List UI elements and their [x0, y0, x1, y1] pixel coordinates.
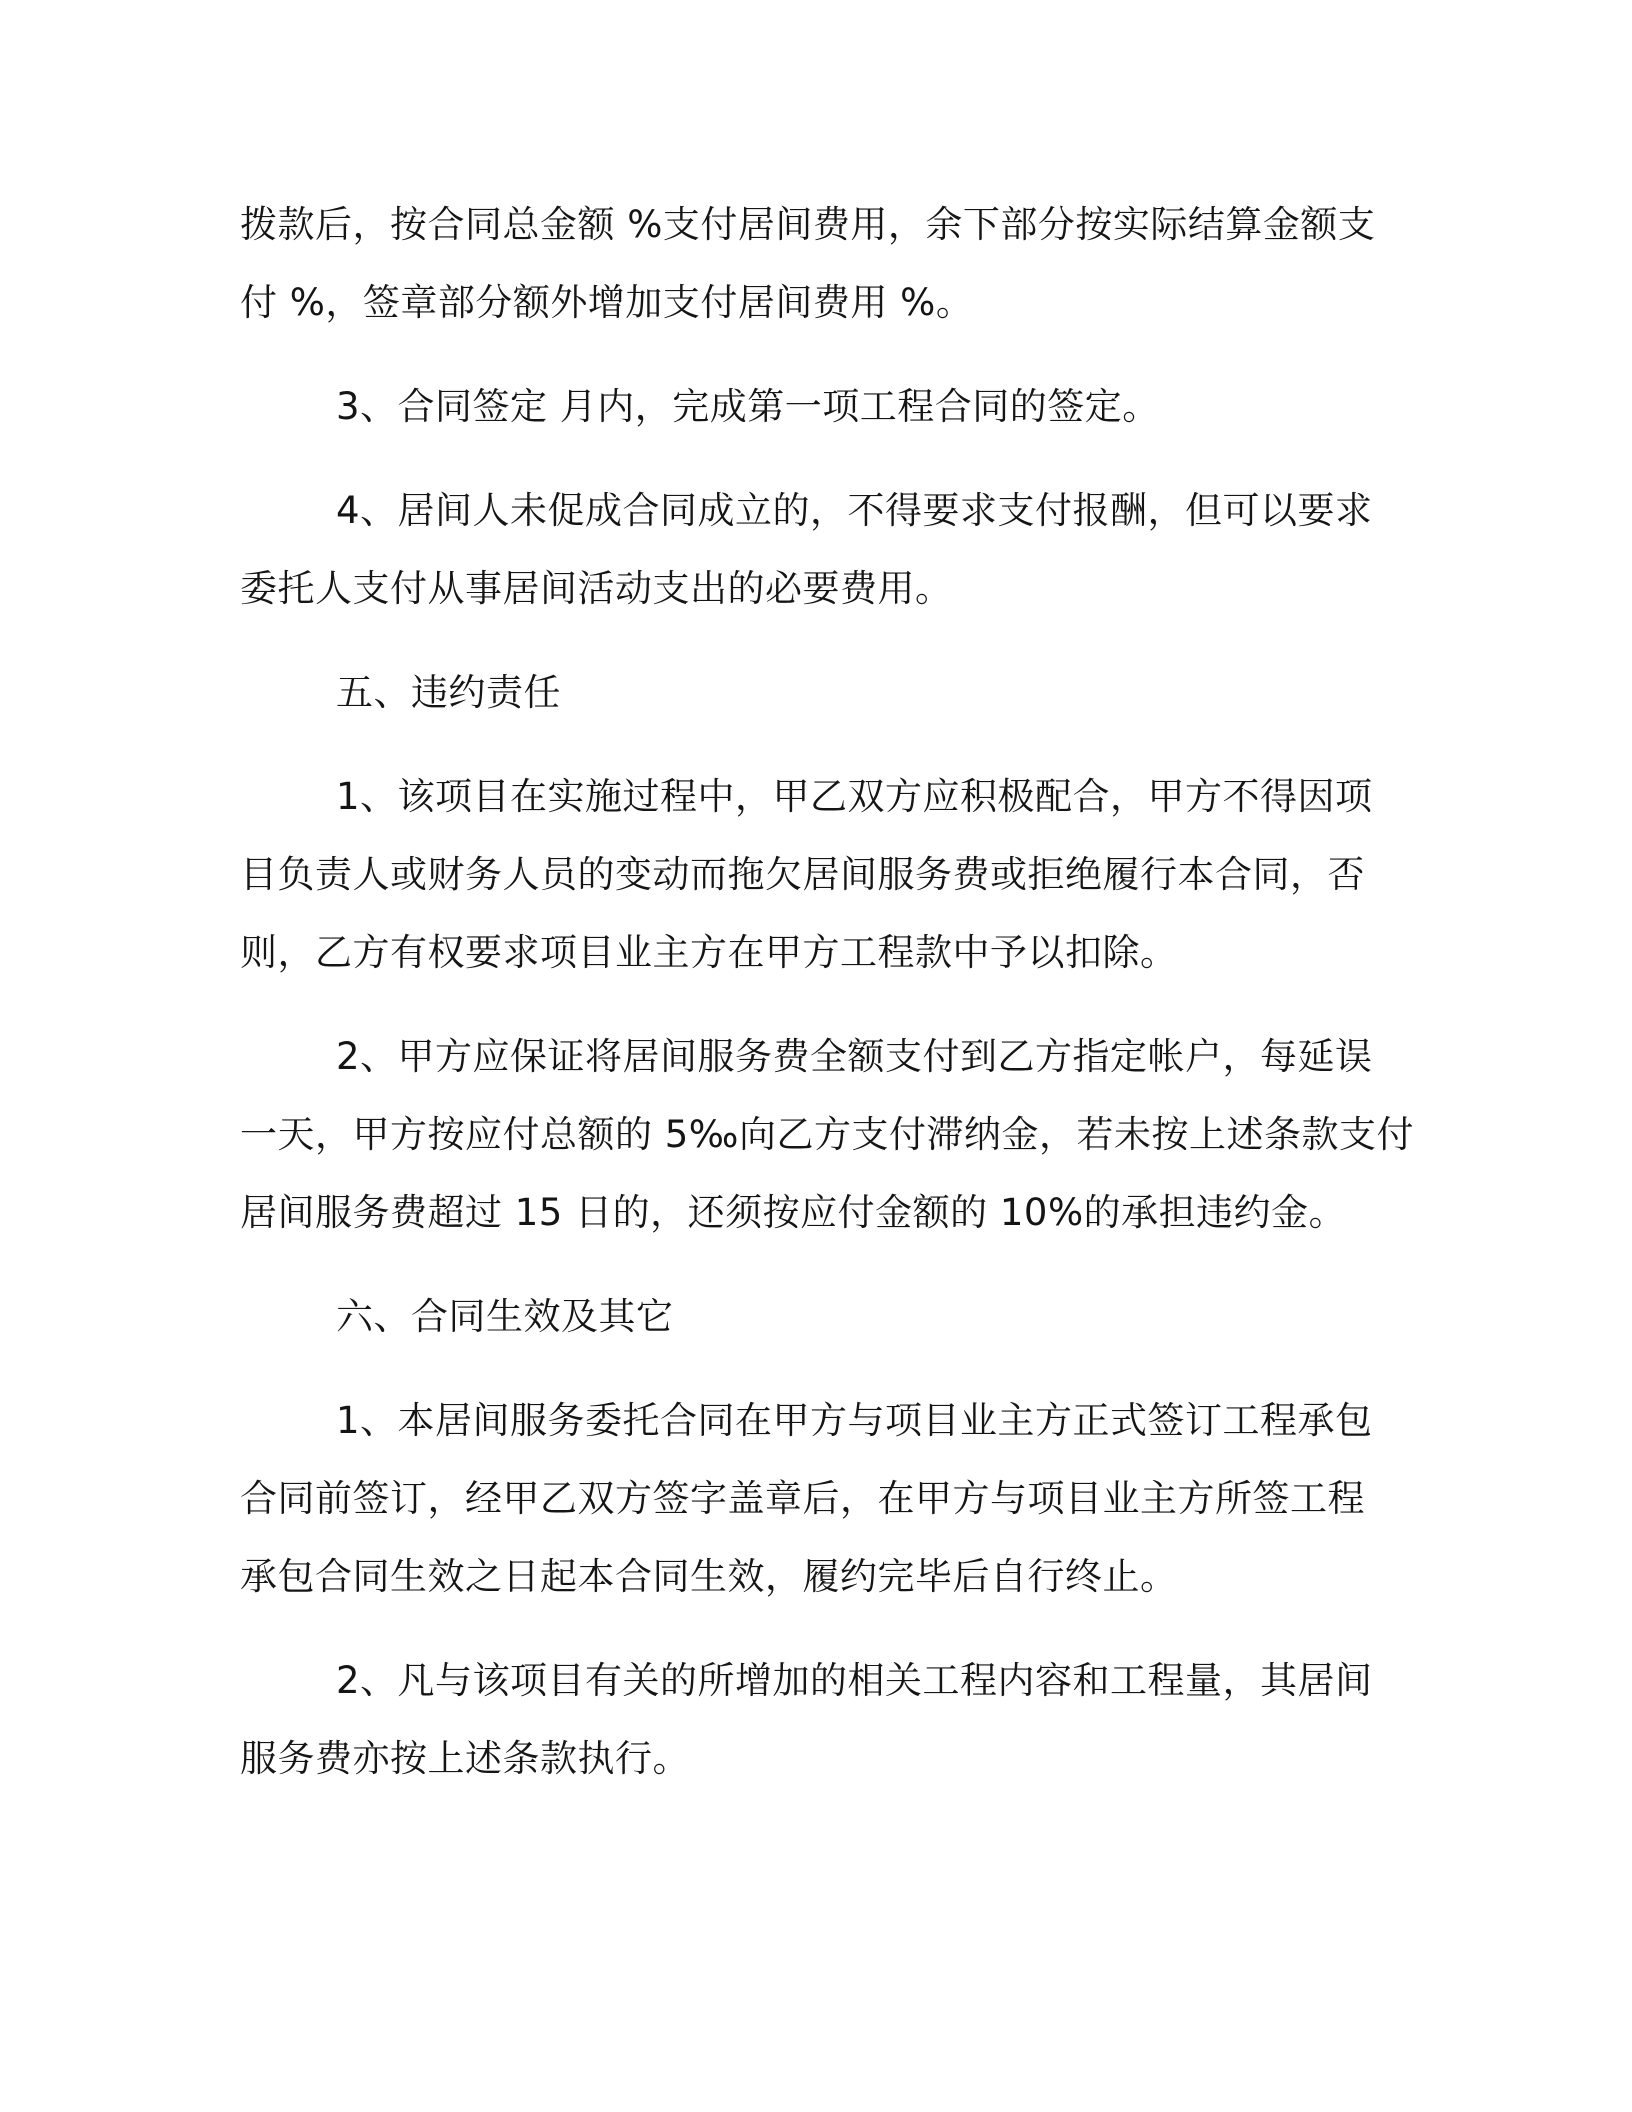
- text-line: 1、该项目在实施过程中，甲乙双方应积极配合，甲方不得因项: [336, 775, 1373, 818]
- text-line: 委托人支付从事居间活动支出的必要费用。: [240, 567, 953, 610]
- paragraph-effect-clause-1: [240, 1382, 1390, 1616]
- text-line: 目负责人或财务人员的变动而拖欠居间服务费或拒绝履行本合同，否: [240, 853, 1365, 896]
- paragraph-clause-4: [240, 472, 1390, 628]
- paragraph-payment-terms: [240, 186, 1390, 342]
- text-line: 3、合同签定 月内，完成第一项工程合同的签定。: [336, 385, 1160, 428]
- text-line: 4、居间人未促成合同成立的，不得要求支付报酬，但可以要求: [336, 489, 1373, 532]
- text-line: 服务费亦按上述条款执行。: [240, 1737, 690, 1780]
- text-line: 2、凡与该项目有关的所增加的相关工程内容和工程量，其居间: [336, 1659, 1373, 1702]
- text-line: 一天，甲方按应付总额的 5‰向乙方支付滞纳金，若未按上述条款支付: [240, 1113, 1414, 1156]
- text-line: 1、本居间服务委托合同在甲方与项目业主方正式签订工程承包: [336, 1399, 1373, 1442]
- section-heading: 五、违约责任: [336, 671, 561, 714]
- document-body: [240, 186, 1414, 1824]
- text-line: 居间服务费超过 15 日的，还须按应付金额的 10%的承担违约金。: [240, 1191, 1347, 1234]
- paragraph-breach-clause-1: [240, 758, 1390, 992]
- section-heading-breach-liability: [240, 654, 1390, 732]
- text-line: 则，乙方有权要求项目业主方在甲方工程款中予以扣除。: [240, 931, 1178, 974]
- paragraph-effect-clause-2: [240, 1642, 1390, 1798]
- paragraph-breach-clause-2: [240, 1018, 1414, 1252]
- text-line: 承包合同生效之日起本合同生效，履约完毕后自行终止。: [240, 1555, 1178, 1598]
- text-line: 付 %，签章部分额外增加支付居间费用 %。: [240, 281, 974, 324]
- text-line: 合同前签订，经甲乙双方签字盖章后，在甲方与项目业主方所签工程: [240, 1477, 1365, 1520]
- section-heading: 六、合同生效及其它: [336, 1295, 674, 1338]
- paragraph-clause-3: [240, 368, 1390, 446]
- section-heading-effectiveness: [240, 1278, 1390, 1356]
- text-line: 2、甲方应保证将居间服务费全额支付到乙方指定帐户，每延误: [336, 1035, 1373, 1078]
- text-line: 拨款后，按合同总金额 %支付居间费用，余下部分按实际结算金额支: [240, 203, 1376, 246]
